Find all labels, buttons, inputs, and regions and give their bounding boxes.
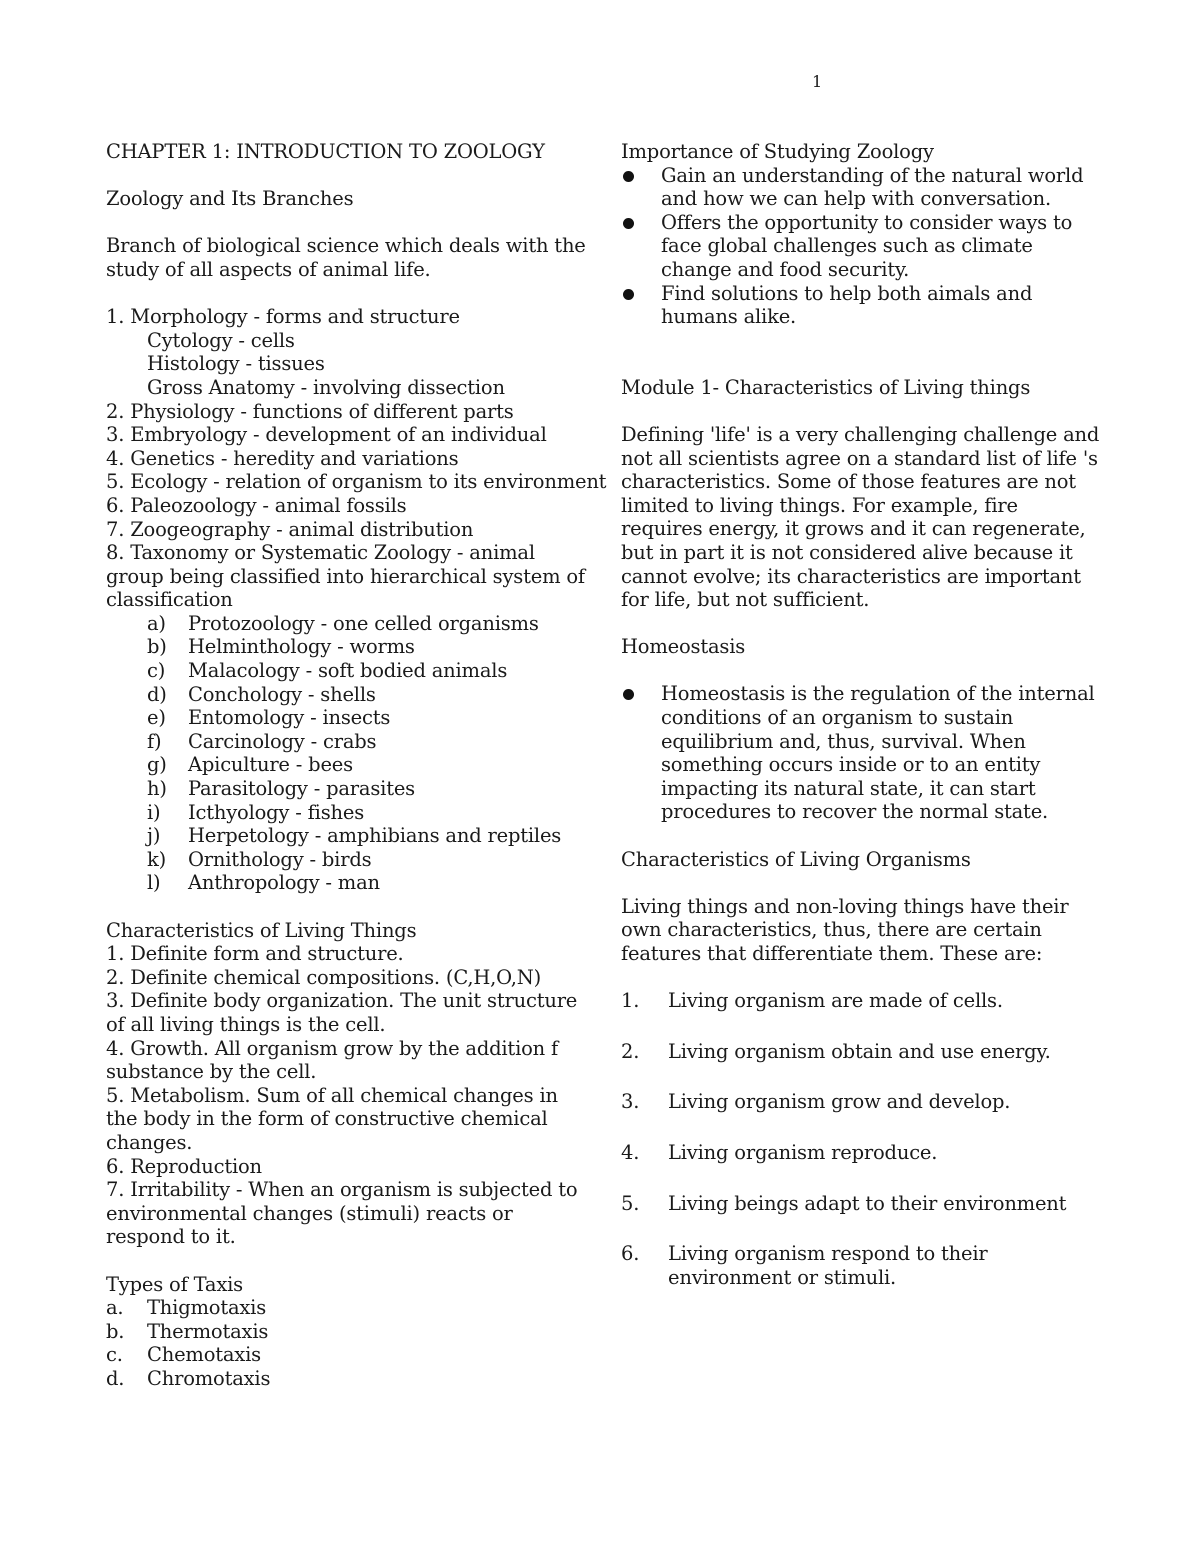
organisms-paragraph: Living things and non-loving things have their own characteristics, thus, there are certain features that differentiate them. These are: [621,894,1069,965]
branch-item: 5. Ecology - relation of organism to its environment [106,470,607,494]
module-title: Module 1- Characteristics of Living things [621,375,1031,399]
taxonomy-subitem [106,659,586,683]
item-text: Living organism obtain and use energy. [668,1039,1051,1063]
taxonomy-subitem [106,824,586,848]
morphology-subitem: Cytology - cells [147,328,295,352]
taxis-item [106,1296,586,1320]
bullet-icon [621,164,661,211]
item-marker: 3. [621,1090,640,1114]
organism-item [621,1242,1101,1289]
definition-paragraph: Branch of biological science which deals with the study of all aspects of animal life. [106,234,586,281]
taxis-text: Thigmotaxis [147,1296,267,1320]
homeostasis-bullet [621,682,1101,824]
subitem-marker: c) [147,659,166,683]
subitem-text: Conchology - shells [188,682,376,706]
subitem-text: Protozoology - one celled organisms [188,611,539,635]
branch-item: 2. Physiology - functions of different parts [106,399,514,423]
subitem-text: Icthyology - fishes [188,800,365,824]
characteristic-item: 7. Irritability - When an organism is subjected to environmental changes (stimuli) reacts or respond to it. [106,1178,578,1249]
organism-item [621,1040,1101,1064]
taxonomy-subitem [106,801,586,825]
importance-bullet [621,211,1101,282]
subitem-marker: b) [147,635,167,659]
item-marker: 4. [621,1140,640,1164]
subitem-marker: k) [147,847,167,871]
organism-item [621,1192,1101,1216]
bullet-text: Find solutions to help both aimals and humans alike. [661,281,1033,329]
taxis-text: Chromotaxis [147,1366,271,1390]
subitem-marker: a) [147,611,166,635]
taxis-marker: c. [106,1343,123,1367]
branch-item-taxonomy: 8. Taxonomy or Systematic Zoology - animal group being classified into hierarchical system of classification [106,541,585,612]
characteristic-item: 2. Definite chemical compositions. (C,H,O,N) [106,965,542,989]
organism-item [621,1141,1101,1165]
taxonomy-subitem [106,612,586,636]
taxis-title: Types of Taxis [106,1272,243,1296]
bullet-text: Homeostasis is the regulation of the internal conditions of an organism to sustain equilibrium and, thus, survival. When something occurs inside or to an entity impacting its natural state, it can start procedures to recover the normal state. [661,682,1095,824]
subitem-text: Carcinology - crabs [188,729,377,753]
subitem-text: Parasitology - parasites [188,777,415,801]
organism-item [621,1090,1101,1114]
bullet-text: Gain an understanding of the natural world and how we can help with conversation. [661,163,1084,211]
subitem-text: Entomology - insects [188,706,391,730]
subitem-marker: l) [147,871,161,895]
taxonomy-subitem [106,730,586,754]
bullet-icon [621,211,661,282]
section-title: Zoology and Its Branches [106,187,354,211]
subitem-text: Malacology - soft bodied animals [188,659,508,683]
branch-item: 3. Embryology - development of an individual [106,423,547,447]
item-marker: 5. [621,1191,640,1215]
morphology-subitem: Gross Anatomy - involving dissection [147,375,505,399]
left-column [106,140,607,1390]
page-number: 1 [812,72,822,91]
characteristic-item: 6. Reproduction [106,1154,262,1178]
subitem-text: Ornithology - birds [188,847,372,871]
item-text: Living beings adapt to their environment [668,1191,1067,1215]
item-marker: 2. [621,1039,640,1063]
characteristic-item: 1. Definite form and structure. [106,942,404,966]
item-marker: 6. [621,1242,640,1266]
taxonomy-subitem [106,683,586,707]
taxis-marker: b. [106,1319,125,1343]
taxis-marker: a. [106,1296,124,1320]
subitem-marker: f) [147,729,162,753]
morphology-subitem: Histology - tissues [147,352,325,376]
taxis-item [106,1320,586,1344]
branch-item: 6. Paleozoology - animal fossils [106,493,407,517]
taxonomy-subitem [106,848,586,872]
subitem-marker: h) [147,777,167,801]
subitem-text: Apiculture - bees [188,753,353,777]
branch-item: 7. Zoogeography - animal distribution [106,517,474,541]
subitem-marker: j) [147,824,161,848]
subitem-marker: d) [147,682,167,706]
subitem-marker: i) [147,800,161,824]
subitem-marker: g) [147,753,167,777]
taxonomy-subitem [106,706,586,730]
right-column [621,140,1101,1316]
branch-item: 4. Genetics - heredity and variations [106,446,459,470]
bullet-icon [621,682,661,824]
subitem-text: Anthropology - man [188,871,380,895]
characteristics-title: Characteristics of Living Things [106,918,417,942]
bullet-icon [621,282,661,329]
characteristic-item: 4. Growth. All organism grow by the addition f substance by the cell. [106,1036,559,1084]
homeostasis-title: Homeostasis [621,635,746,659]
item-text: Living organism grow and develop. [668,1090,1011,1114]
taxonomy-subitem [106,753,586,777]
characteristic-item: 5. Metabolism. Sum of all chemical changes in the body in the form of constructive chemical changes. [106,1083,558,1154]
taxis-text: Chemotaxis [147,1343,261,1367]
taxis-item [106,1343,586,1367]
taxis-marker: d. [106,1366,125,1390]
importance-bullet [621,164,1101,211]
organisms-title: Characteristics of Living Organisms [621,847,971,871]
subitem-text: Herpetology - amphibians and reptiles [188,824,562,848]
organism-item [621,989,1101,1013]
importance-bullet [621,282,1101,329]
taxis-item [106,1367,586,1391]
taxonomy-subitem [106,635,586,659]
chapter-title: CHAPTER 1: INTRODUCTION TO ZOOLOGY [106,140,545,163]
item-marker: 1. [621,989,640,1013]
subitem-text: Helminthology - worms [188,635,415,659]
importance-title: Importance of Studying Zoology [621,140,934,163]
item-text: Living organism are made of cells. [668,989,1003,1013]
item-text: Living organism respond to their environment or stimuli. [668,1242,988,1289]
characteristic-item: 3. Definite body organization. The unit structure of all living things is the cell. [106,989,578,1036]
taxonomy-subitem [106,777,586,801]
subitem-marker: e) [147,706,166,730]
bullet-text: Offers the opportunity to consider ways to face global challenges such as climate change and food security. [661,210,1073,281]
taxis-text: Thermotaxis [147,1319,269,1343]
module-paragraph: Defining 'life' is a very challenging challenge and not all scientists agree on a standard list of life 's characteristics. Some of those features are not limited to living things. For example, fire requires energy, it grows and it can regenerate, but in part it is not considered alive because it cannot evolve; its characteristics are important for life, but not sufficient. [621,422,1100,612]
branch-item: 1. Morphology - forms and structure [106,305,460,329]
taxonomy-subitem [106,871,586,895]
item-text: Living organism reproduce. [668,1140,938,1164]
